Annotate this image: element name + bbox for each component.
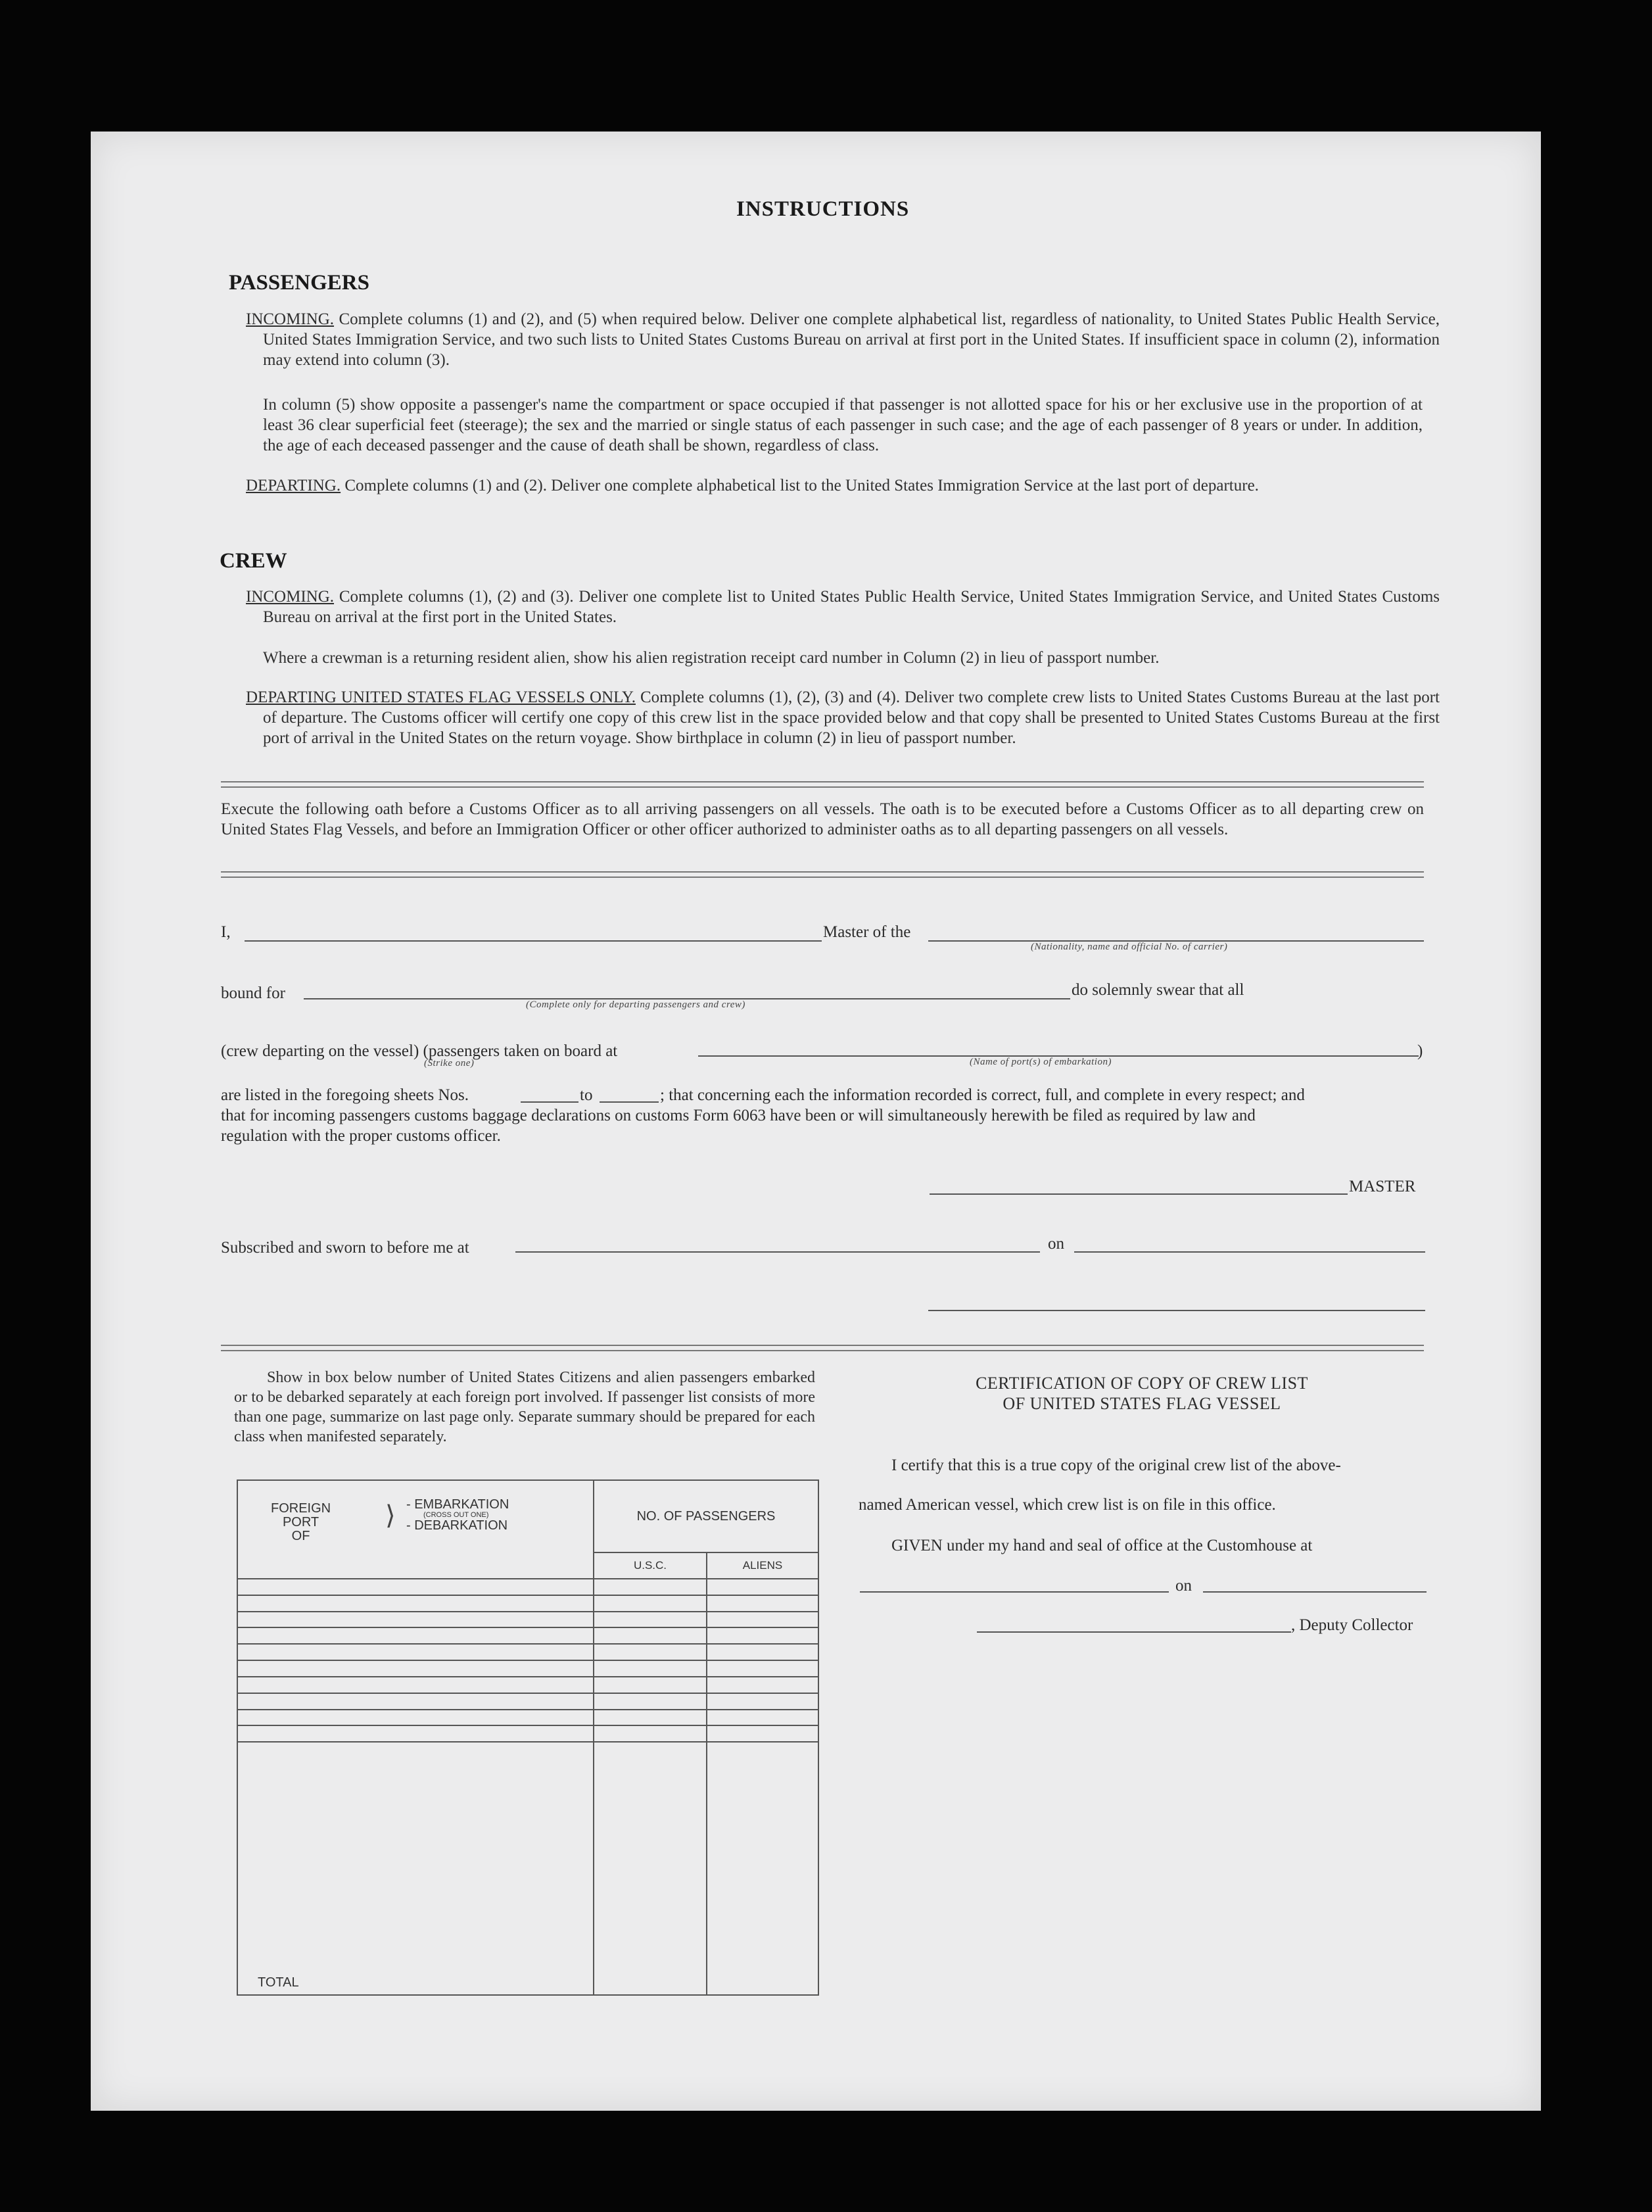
aliens-total-cell[interactable] — [707, 1742, 818, 1995]
subscribed-place-field[interactable] — [515, 1251, 1040, 1253]
sheet-from-field[interactable] — [521, 1101, 578, 1103]
certification-heading-line-1: CERTIFICATION OF COPY OF CREW LIST — [976, 1374, 1308, 1393]
customhouse-field[interactable] — [860, 1591, 1169, 1593]
aliens-header: ALIENS — [707, 1552, 818, 1579]
table-row — [237, 1677, 818, 1693]
divider — [221, 1345, 1424, 1351]
master-signature-field[interactable] — [930, 1193, 1348, 1195]
aliens-cell[interactable] — [707, 1595, 818, 1612]
subscribed-date-field[interactable] — [1074, 1251, 1425, 1253]
passengers-heading: PASSENGERS — [229, 271, 369, 295]
ports-hint: (Name of port(s) of embarkation) — [970, 1057, 1112, 1067]
subscribed-label: Subscribed and sworn to before me at — [221, 1239, 469, 1257]
port-cell[interactable] — [237, 1660, 594, 1677]
port-cell[interactable] — [237, 1677, 594, 1693]
listed-rest-text: ; that concerning each the information recorded is correct, full, and complete in every respect; and — [660, 1086, 1305, 1104]
summary-instruction: Show in box below number of United States Citizens and alien passengers embarked or to be debarked separately at each foreign port involved. If passenger list consists of more than one page, summarize on last page only. Separate summary should be prepared for each class when manifested separately. — [234, 1369, 815, 1445]
swear-label: do solemnly swear that all — [1072, 981, 1244, 999]
crew-departing-lead: DEPARTING UNITED STATES FLAG VESSELS ONLY. — [246, 688, 636, 706]
aliens-cell[interactable] — [707, 1710, 818, 1726]
usc-cell[interactable] — [594, 1579, 707, 1595]
divider — [221, 871, 1424, 878]
table-row — [237, 1725, 818, 1742]
divider — [221, 781, 1424, 788]
usc-cell[interactable] — [594, 1612, 707, 1628]
passenger-summary-table — [237, 1479, 819, 1996]
certification-heading — [855, 1373, 1429, 1414]
of-label: OF — [291, 1529, 310, 1543]
table-row — [237, 1660, 818, 1677]
usc-cell[interactable] — [594, 1725, 707, 1742]
table-row — [237, 1612, 818, 1628]
sheet-to-field[interactable] — [600, 1101, 659, 1103]
certify-line-1: I certify that this is a true copy of the original crew list of the above- — [891, 1456, 1341, 1474]
listed-in-label: are listed in the foregoing sheets Nos. — [221, 1086, 469, 1104]
master-name-field[interactable] — [245, 940, 822, 942]
crew-departing-label: (crew departing on the vessel) (passengers taken on board at — [221, 1042, 618, 1060]
passengers-column5-paragraph: In column (5) show opposite a passenger's name the compartment or space occupied if that passenger is not allotted space for his or her exclusive use in the proportion of at least 36 clear superficial feet (steerage); the sex and the married or single status of each passenger in such case; and the age of each passenger of 8 years or under. In addition, the age of each deceased passenger and the cause of death shall be shown, regardless of class. — [263, 396, 1423, 454]
usc-header: U.S.C. — [594, 1552, 707, 1579]
certification-heading-line-2: OF UNITED STATES FLAG VESSEL — [1003, 1394, 1281, 1413]
table-row — [237, 1644, 818, 1660]
port-cell[interactable] — [237, 1595, 594, 1612]
usc-cell[interactable] — [594, 1595, 707, 1612]
certification-on-label: on — [1175, 1577, 1192, 1595]
aliens-cell[interactable] — [707, 1677, 818, 1693]
listed-line-3: regulation with the proper customs officer. — [221, 1127, 501, 1145]
passengers-incoming-lead: INCOMING. — [246, 310, 335, 328]
crew-incoming-text: Complete columns (1), (2) and (3). Deliver one complete list to United States Public Health Service, United States Immigration Service, and United States Customs Bureau on arrival at the first port in the United States. — [263, 588, 1440, 626]
usc-cell[interactable] — [594, 1644, 707, 1660]
port-cell[interactable] — [237, 1644, 594, 1660]
brace-icon: ⟩ — [385, 1501, 396, 1531]
usc-cell[interactable] — [594, 1710, 707, 1726]
total-label: TOTAL — [237, 1742, 594, 1995]
page-title: INSTRUCTIONS — [736, 197, 910, 221]
crew-heading: CREW — [220, 549, 287, 573]
embarkation-label: - EMBARKATION — [406, 1497, 509, 1512]
usc-cell[interactable] — [594, 1627, 707, 1644]
aliens-cell[interactable] — [707, 1660, 818, 1677]
aliens-cell[interactable] — [707, 1644, 818, 1660]
aliens-cell[interactable] — [707, 1627, 818, 1644]
port-cell[interactable] — [237, 1693, 594, 1710]
oath-i-label: I, — [221, 923, 231, 941]
port-cell[interactable] — [237, 1710, 594, 1726]
given-line: GIVEN under my hand and seal of office at the Customhouse at — [891, 1537, 1313, 1554]
usc-cell[interactable] — [594, 1660, 707, 1677]
usc-cell[interactable] — [594, 1677, 707, 1693]
passengers-departing-text: Complete columns (1) and (2). Deliver one complete alphabetical list to the United States Immigration Service at the last port of departure. — [344, 477, 1259, 494]
usc-total-cell[interactable] — [594, 1742, 707, 1995]
crew-incoming-lead: INCOMING. — [246, 588, 335, 606]
port-cell[interactable] — [237, 1579, 594, 1595]
total-row — [237, 1742, 818, 1995]
listed-line-2: that for incoming passengers customs baggage declarations on customs Form 6063 have been or will simultaneously herewith be filed as required by law and — [221, 1107, 1256, 1124]
debarkation-label: - DEBARKATION — [406, 1518, 508, 1533]
certification-date-field[interactable] — [1203, 1591, 1427, 1593]
passengers-departing-paragraph — [246, 475, 1440, 496]
port-cell[interactable] — [237, 1612, 594, 1628]
oath-instruction-paragraph: Execute the following oath before a Customs Officer as to all arriving passengers on all vessels. The oath is to be executed before a Customs Officer as to all departing crew on United States Flag Vessels, and before an Immigration Officer or other officer authorized to administer oaths as to all departing passengers on all vessels. — [221, 800, 1424, 838]
foreign-label: FOREIGN — [271, 1501, 331, 1516]
close-paren: ) — [1417, 1042, 1423, 1060]
cross-out-one-label: (CROSS OUT ONE) — [423, 1511, 489, 1519]
master-of-the-label: Master of the — [823, 923, 911, 941]
aliens-cell[interactable] — [707, 1579, 818, 1595]
crew-incoming-paragraph — [246, 587, 1440, 627]
passengers-incoming-paragraph — [246, 309, 1440, 370]
usc-cell[interactable] — [594, 1693, 707, 1710]
no-of-passengers-header: NO. OF PASSENGERS — [594, 1480, 818, 1552]
table-row — [237, 1693, 818, 1710]
port-cell[interactable] — [237, 1627, 594, 1644]
table-row — [237, 1627, 818, 1644]
subscribed-on-label: on — [1048, 1235, 1064, 1253]
port-cell[interactable] — [237, 1725, 594, 1742]
crew-departing-paragraph — [246, 687, 1440, 748]
table-row — [237, 1579, 818, 1595]
certify-line-2: named American vessel, which crew list is on file in this office. — [859, 1496, 1276, 1514]
port-header-cell — [237, 1480, 594, 1579]
deputy-signature-field[interactable] — [977, 1631, 1291, 1633]
to-label: to — [580, 1086, 593, 1104]
crew-departing-text: Complete columns (1), (2), (3) and (4). Deliver two complete crew lists to United States Customs Bureau at the last port of departure. The Customs officer will certify one copy of this crew list in the space provided below and that copy shall be presented to United States Customs Bureau at the first port of arrival in the United States on the return voyage. Show birthplace in column (2) in lieu of passport number. — [263, 688, 1440, 747]
officer-signature-field[interactable] — [928, 1310, 1425, 1311]
crew-resident-paragraph: Where a crewman is a returning resident alien, show his alien registration receipt card number in Column (2) in lieu of passport number. — [263, 649, 1160, 667]
strike-one-hint: (Strike one) — [424, 1058, 475, 1069]
table-row — [237, 1595, 818, 1612]
passengers-departing-lead: DEPARTING. — [246, 477, 341, 494]
aliens-cell[interactable] — [707, 1725, 818, 1742]
table-row — [237, 1710, 818, 1726]
bound-for-label: bound for — [221, 984, 285, 1002]
deputy-collector-label: , Deputy Collector — [1291, 1616, 1413, 1634]
bound-for-hint: (Complete only for departing passengers and crew) — [526, 999, 745, 1010]
master-label: MASTER — [1349, 1178, 1416, 1195]
aliens-cell[interactable] — [707, 1693, 818, 1710]
port-label: PORT — [282, 1515, 319, 1529]
passengers-incoming-text: Complete columns (1) and (2), and (5) when required below. Deliver one complete alphabetical list, regardless of nationality, to United States Public Health Service, United States Immigration Service, and two such lists to United States Customs Bureau on arrival at first port in the United States. If insufficient space in column (2), information may extend into column (3). — [263, 310, 1440, 369]
carrier-hint: (Nationality, name and official No. of carrier) — [1031, 942, 1228, 952]
aliens-cell[interactable] — [707, 1612, 818, 1628]
